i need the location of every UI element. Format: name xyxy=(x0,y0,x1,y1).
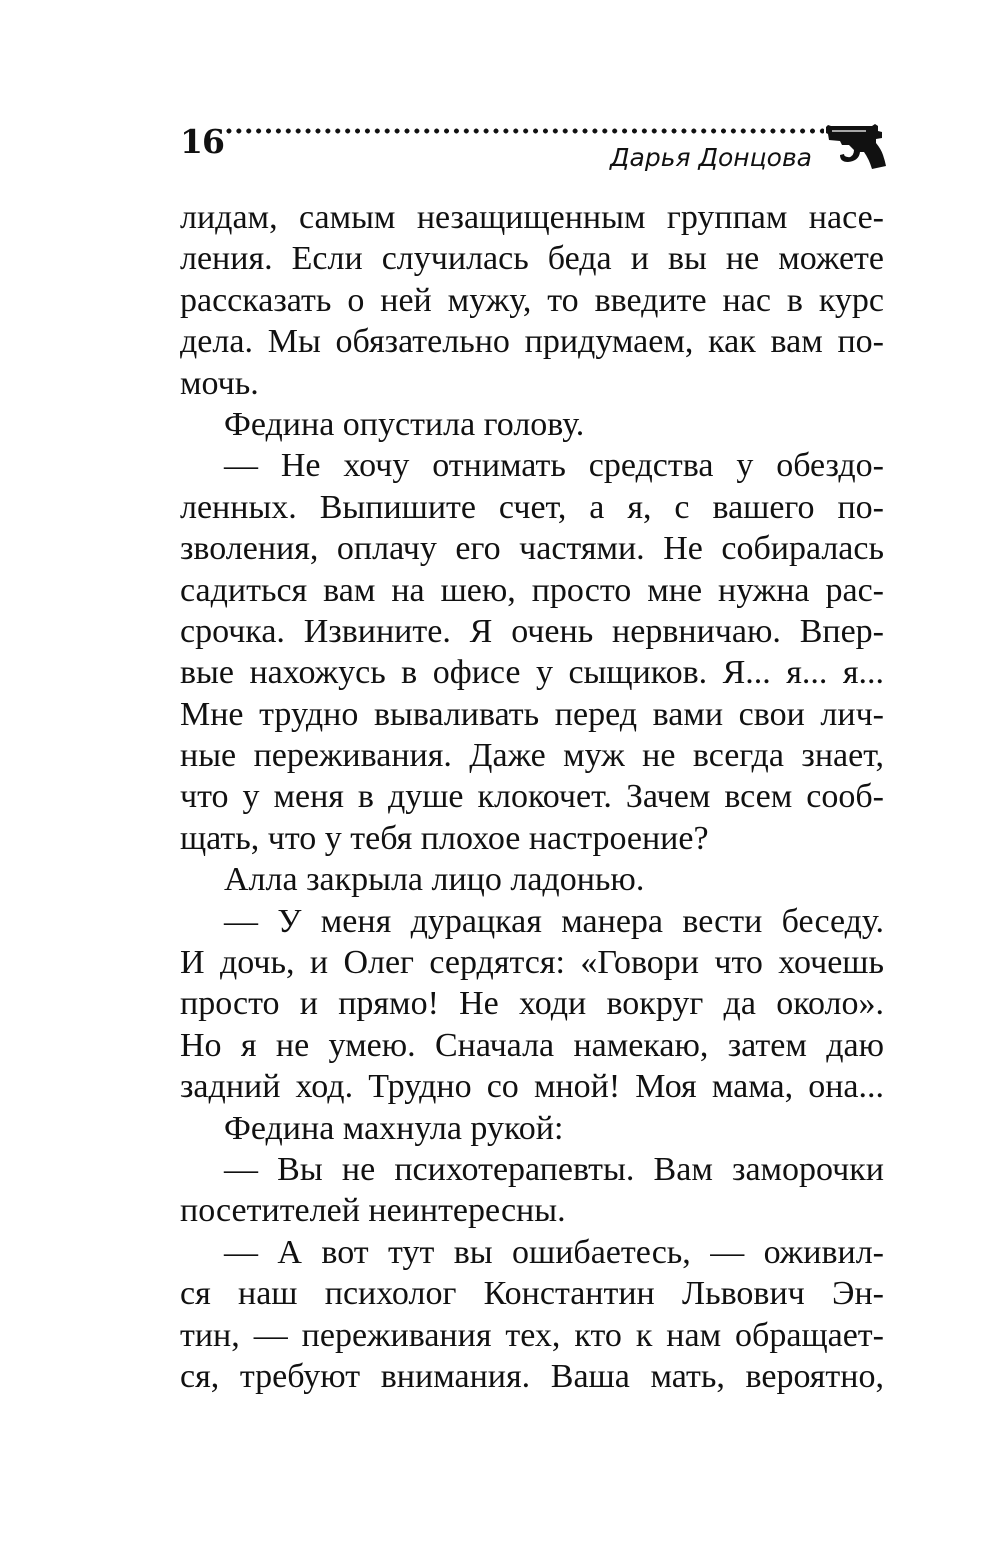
text-line: задний ход. Трудно со мной! Моя мама, она... xyxy=(180,1068,884,1106)
text-line: Алла закрыла лицо ладонью. xyxy=(224,861,645,899)
text-line: — Не хочу отнимать средства у обездо- xyxy=(224,447,884,485)
text-line: ленных. Выпишите счет, а я, с вашего по- xyxy=(180,488,884,526)
text-line: щать, что у тебя плохое настроение? xyxy=(180,819,709,857)
text-line: вые нахожусь в офисе у сыщиков. Я... я... я... xyxy=(180,654,884,692)
text-line: Федина опустила голову. xyxy=(224,405,585,443)
running-head-author: Дарья Донцова xyxy=(610,143,812,172)
text-line: — А вот тут вы ошибаетесь, — оживил- xyxy=(224,1233,884,1271)
text-line: мочь. xyxy=(180,364,259,402)
revolver-icon xyxy=(826,124,888,170)
text-line: лидам, самым незащищенным группам насе- xyxy=(180,199,884,236)
text-line: просто и прямо! Не ходи вокруг да около». xyxy=(180,985,884,1023)
text-line: — Вы не психотерапевты. Вам заморочки xyxy=(224,1150,884,1188)
text-line: Федина махнула рукой: xyxy=(224,1109,564,1147)
text-line: И дочь, и Олег сердятся: «Говори что хочешь xyxy=(180,944,884,982)
text-line: — У меня дурацкая манера вести беседу. xyxy=(224,902,884,940)
text-line: тин, — переживания тех, кто к нам обращает- xyxy=(180,1316,884,1354)
text-line: что у меня в душе клокочет. Зачем всем сооб- xyxy=(180,778,884,816)
text-line: садиться вам на шею, просто мне нужна рас- xyxy=(180,571,884,609)
text-line: зволения, оплачу его частями. Не собиралась xyxy=(180,530,884,568)
text-line: Но я не умею. Сначала намекаю, затем даю xyxy=(180,1026,884,1064)
text-line: ления. Если случилась беда и вы не можете xyxy=(180,240,884,278)
dotted-rule xyxy=(224,126,824,136)
text-line: посетителей неинтересны. xyxy=(180,1192,566,1230)
page-number: 16 xyxy=(180,122,224,161)
body-text xyxy=(180,197,884,1397)
text-line: Мне трудно вываливать перед вами свои лич- xyxy=(180,695,884,733)
text-line: срочка. Извините. Я очень нервничаю. Впер- xyxy=(180,612,884,650)
text-line: рассказать о ней мужу, то введите нас в курс xyxy=(180,281,884,319)
text-line: ся, требуют внимания. Ваша мать, вероятно, xyxy=(180,1357,884,1395)
text-line: дела. Мы обязательно придумаем, как вам по- xyxy=(180,323,884,361)
text-line: ся наш психолог Константин Львович Эн- xyxy=(180,1275,884,1313)
text-line: ные переживания. Даже муж не всегда знает, xyxy=(180,737,884,775)
